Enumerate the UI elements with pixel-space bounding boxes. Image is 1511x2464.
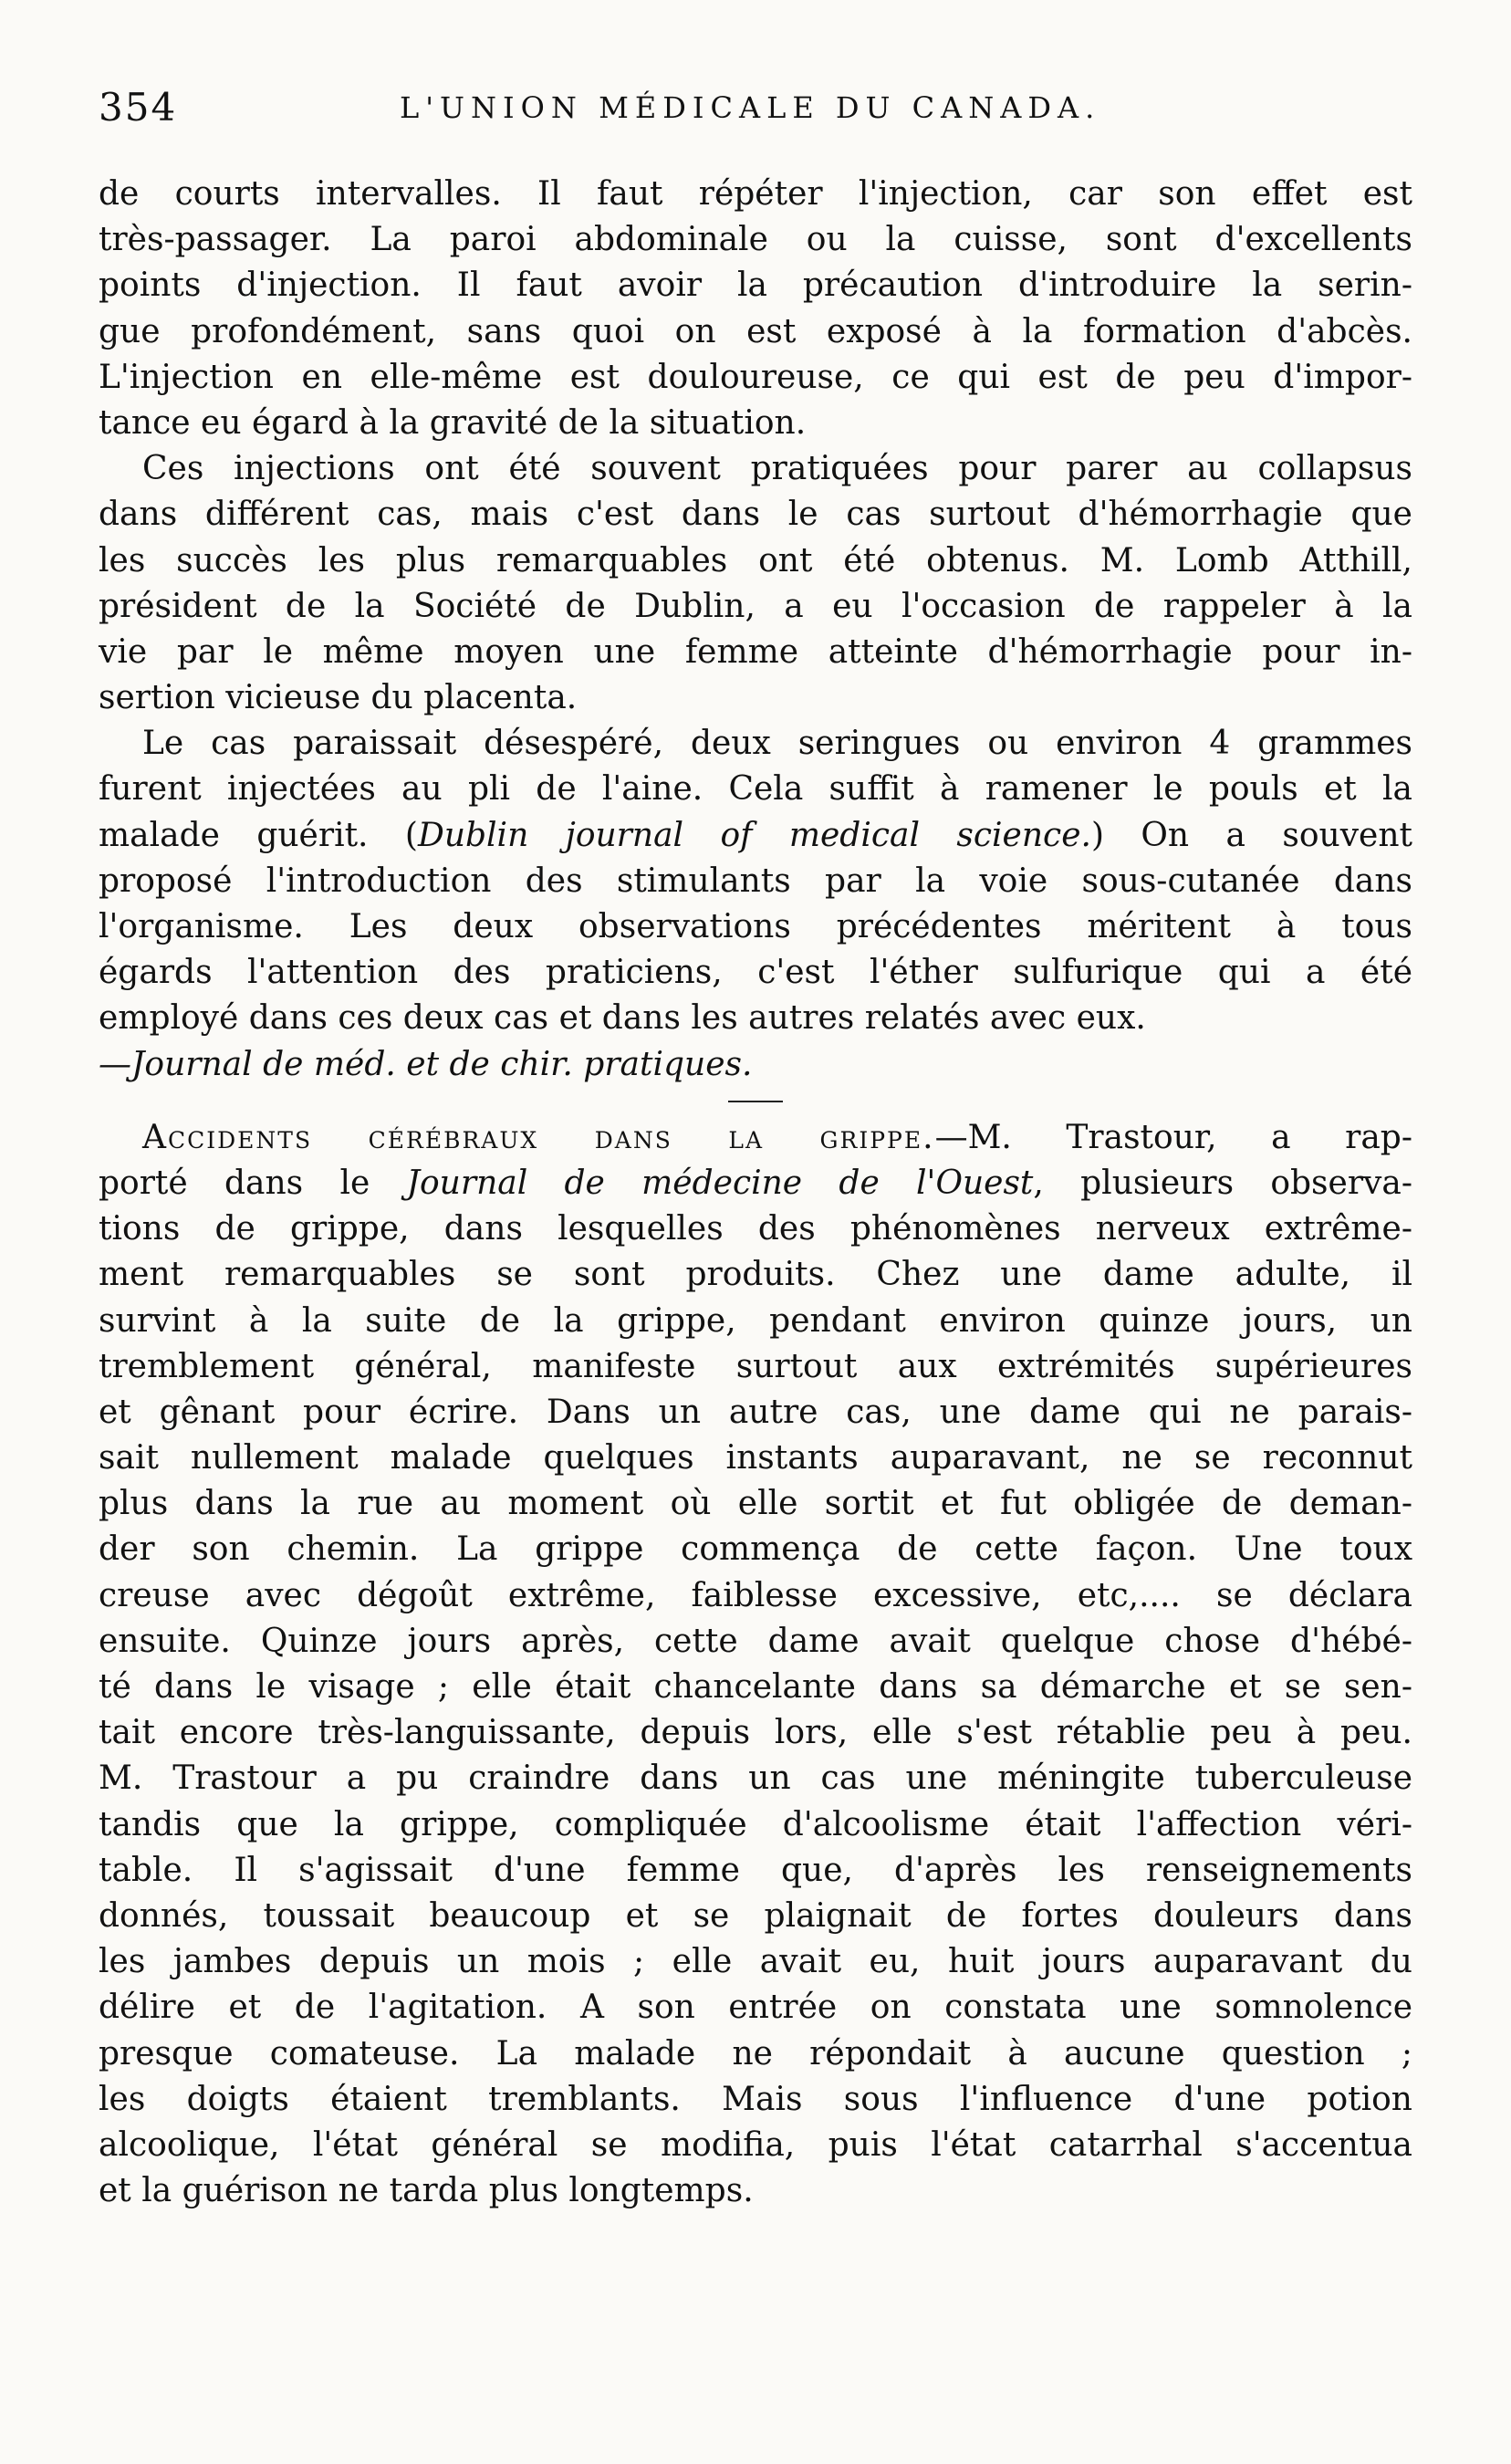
source-citation: —Journal de méd. et de chir. pratiques. [99, 1045, 753, 1083]
journal-title: Dublin journal of medical science. [417, 816, 1091, 854]
journal-ouest-title: Journal de médecine de l'Ouest [406, 1164, 1034, 1202]
section-separator [99, 1088, 1412, 1115]
paragraph-injection [99, 172, 1412, 446]
text-line: donnés, toussait beaucoup et se plaignait de fortes douleurs dans [99, 1896, 1412, 1935]
text-line: dans différent cas, mais c'est dans le cas surtout d'hémorrhagie que [99, 496, 1412, 534]
text-line-journal [99, 1161, 1412, 1206]
page-header [99, 80, 1412, 135]
text-line: très-passager. La paroi abdominale ou la cuisse, sont d'excellents [99, 221, 1412, 259]
text-line: tait encore très-languissante, depuis lors, elle s'est rétablie peu à peu. [99, 1714, 1412, 1752]
text-line: gue profondément, sans quoi on est exposé à la formation d'abcès. [99, 312, 1412, 350]
paragraph-case [99, 721, 1412, 1088]
text-line: sait nullement malade quelques instants auparavant, ne se reconnut [99, 1439, 1412, 1477]
text-line: presque comateuse. La malade ne répondait à aucune question ; [99, 2034, 1412, 2072]
text-line: sertion vicieuse du placenta. [99, 679, 578, 717]
text-line: les doigts étaient tremblants. Mais sous l'influence d'une potion [99, 2080, 1412, 2118]
text-line: table. Il s'agissait d'une femme que, d'après les renseignements [99, 1851, 1412, 1889]
text-line: tance eu égard à la gravité de la situation. [99, 403, 807, 442]
page-number: 354 [99, 85, 178, 130]
text-line: ment remarquables se sont produits. Chez une dame adulte, il [99, 1256, 1412, 1294]
text-line: l'organisme. Les deux observations précédentes méritent à tous [99, 908, 1412, 945]
text-line: alcoolique, l'état général se modifia, puis l'état catarrhal s'accentua [99, 2125, 1412, 2164]
text-line: délire et de l'agitation. A son entrée on constata une somnolence [99, 1989, 1412, 2027]
article-heading: Accidents cérébraux dans la grippe. [142, 1118, 935, 1156]
text-line: employé dans ces deux cas et dans les autres relatés avec eux. [99, 999, 1146, 1038]
running-title: L'UNION MÉDICALE DU CANADA. [400, 90, 1101, 125]
text-line: tremblement général, manifeste surtout aux extrémités supérieures [99, 1347, 1412, 1385]
text-line: survint à la suite de la grippe, pendant environ quinze jours, un [99, 1301, 1412, 1340]
text-line: égards l'attention des praticiens, c'est l'éther sulfurique qui a été [99, 954, 1412, 992]
text-line: der son chemin. La grippe commença de cette façon. Une toux [99, 1530, 1412, 1569]
text-line: Ces injections ont été souvent pratiquées pour parer au collapsus [142, 450, 1412, 488]
article-line2-after: , plusieurs observa- [1033, 1164, 1413, 1202]
article-heading-line [99, 1115, 1412, 1161]
text-line: furent injectées au pli de l'aine. Cela suffit à ramener le pouls et la [99, 770, 1412, 809]
text-line: les succès les plus remarquables ont été obtenus. M. Lomb Atthill, [99, 541, 1412, 579]
text-line: M. Trastour a pu craindre dans un cas une méningite tuberculeuse [99, 1759, 1412, 1798]
text-line: les jambes depuis un mois ; elle avait eu, huit jours auparavant du [99, 1943, 1412, 1981]
text-line-journal [99, 813, 1412, 859]
text-line: président de la Société de Dublin, a eu l'occasion de rappeler à la [99, 587, 1412, 625]
text-line: points d'injection. Il faut avoir la précaution d'introduire la serin- [99, 266, 1412, 305]
text-line: L'injection en elle-même est douloureuse, ce qui est de peu d'impor- [99, 358, 1412, 396]
text-line: creuse avec dégoût extrême, faiblesse excessive, etc,.... se déclara [99, 1576, 1412, 1614]
article-heading-rest: —M. Trastour, a rap- [934, 1118, 1412, 1156]
paragraph-hemorrhage [99, 446, 1412, 721]
text-line: plus dans la rue au moment où elle sortit et fut obligée de deman- [99, 1485, 1412, 1523]
text-line: vie par le même moyen une femme atteinte d'hémorrhagie pour in- [99, 632, 1412, 671]
text-line: proposé l'introduction des stimulants par la voie sous-cutanée dans [99, 861, 1412, 900]
text-line: tandis que la grippe, compliquée d'alcoolisme était l'affection véri- [99, 1805, 1412, 1843]
journal-text-after: ) On a souvent [1090, 816, 1412, 854]
text-line: et la guérison ne tarda plus longtemps. [99, 2172, 754, 2210]
article-line2-before: porté dans le [99, 1164, 407, 1202]
separator-rule [728, 1101, 783, 1102]
text-line: ensuite. Quinze jours après, cette dame avait quelque chose d'hébé- [99, 1622, 1412, 1660]
article-grippe [99, 1115, 1412, 2215]
text-line: tions de grippe, dans lesquelles des phénomènes nerveux extrême- [99, 1210, 1412, 1248]
journal-text-before: malade guérit. ( [99, 816, 418, 854]
text-line: et gênant pour écrire. Dans un autre cas, une dame qui ne parais- [99, 1393, 1412, 1431]
text-line: té dans le visage ; elle était chancelante dans sa démarche et se sen- [99, 1668, 1412, 1706]
page-body [99, 172, 1412, 2214]
text-line: Le cas paraissait désespéré, deux seringues ou environ 4 grammes [142, 725, 1412, 763]
text-line: de courts intervalles. Il faut répéter l'injection, car son effet est [99, 175, 1412, 213]
